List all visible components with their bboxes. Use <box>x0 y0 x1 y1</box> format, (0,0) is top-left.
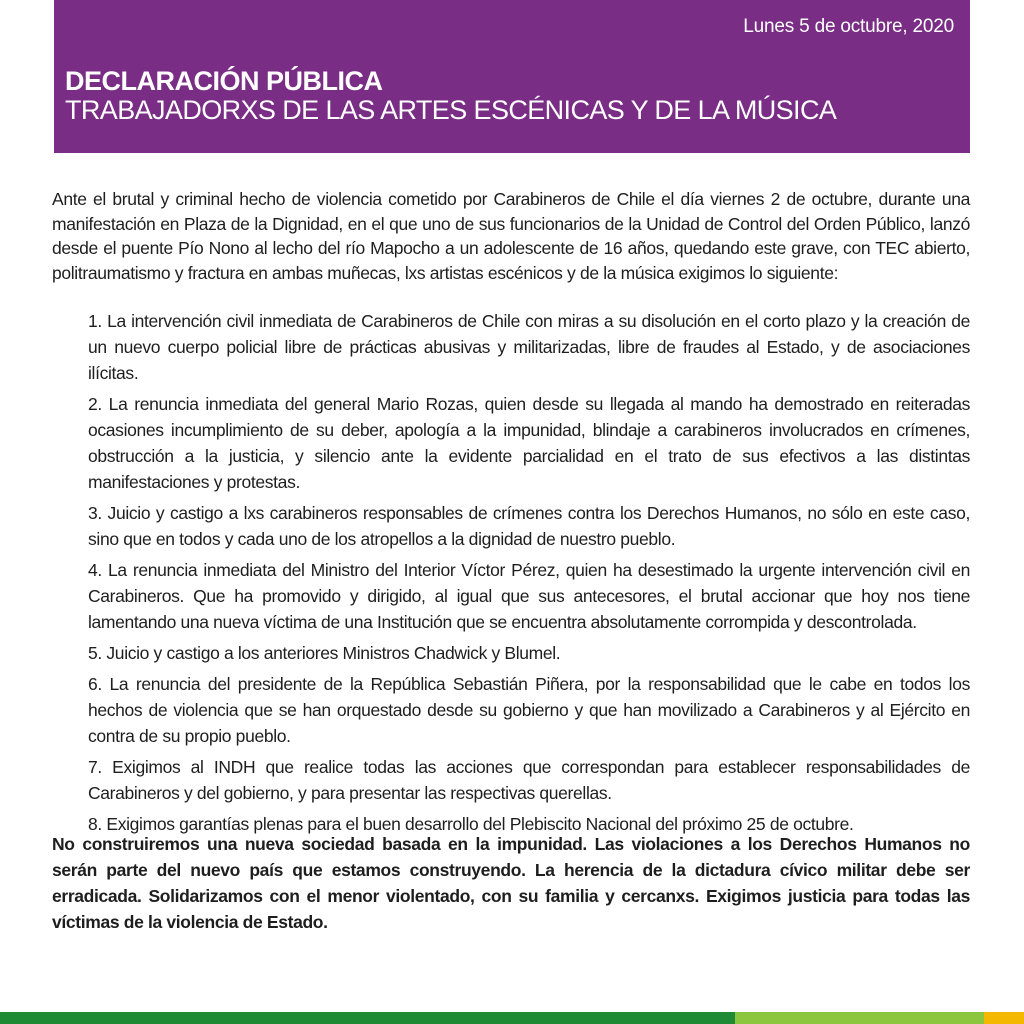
header-banner <box>54 0 970 153</box>
demand-item-3: 3. Juicio y castigo a lxs carabineros responsables de crímenes contra los Derechos Humanos, no sólo en este caso, sino que en todos y cada uno de los atropellos a la dignidad de nuestro pueblo. <box>88 503 970 549</box>
footer-segment-light-green <box>735 1012 984 1024</box>
demands-list <box>88 308 970 842</box>
demand-item-7: 7. Exigimos al INDH que realice todas las acciones que correspondan para establecer responsabilidades de Carabineros y del gobierno, y para presentar las respectivas querellas. <box>88 757 970 803</box>
document-subtitle: TRABAJADORXS DE LAS ARTES ESCÉNICAS Y DE LA MÚSICA <box>65 95 837 125</box>
footer-segment-dark-green <box>0 1012 735 1024</box>
footer-segment-yellow <box>984 1012 1024 1024</box>
demand-item-2: 2. La renuncia inmediata del general Mario Rozas, quien desde su llegada al mando ha demostrado en reiteradas ocasiones incumplimiento de su deber, apología a la impunidad, blindaje a carabineros involucrados en crímenes, obstrucción a la justicia, y silencio ante la evidente parcialidad en el trato de sus efectivos a las distintas manifestaciones y protestas. <box>88 394 970 492</box>
demand-item-6: 6. La renuncia del presidente de la República Sebastián Piñera, por la responsabilidad que le cabe en todos los hechos de violencia que se han orquestado desde su gobierno y que han movilizado a Carabineros y al Ejército en contra de su propio pueblo. <box>88 674 970 746</box>
date-label: Lunes 5 de octubre, 2020 <box>743 16 954 37</box>
closing-statement: No construiremos una nueva sociedad basada en la impunidad. Las violaciones a los Derechos Humanos no serán parte del nuevo país que estamos construyendo. La herencia de la dictadura cívico militar debe ser erradicada. Solidarizamos con el menor violentado, con su familia y cercanxs. Exigimos justicia para todas las víctimas de la violencia de Estado. <box>52 834 970 932</box>
document-title: DECLARACIÓN PÚBLICA <box>65 66 383 96</box>
footer-color-bar <box>0 1012 1024 1024</box>
demand-item-5: 5. Juicio y castigo a los anteriores Ministros Chadwick y Blumel. <box>88 643 561 663</box>
demand-item-1: 1. La intervención civil inmediata de Carabineros de Chile con miras a su disolución en el corto plazo y la creación de un nuevo cuerpo policial libre de prácticas abusivas y militarizadas, libre de fraudes al Estado, y de asociaciones ilícitas. <box>88 311 970 383</box>
demand-item-4: 4. La renuncia inmediata del Ministro del Interior Víctor Pérez, quien ha desestimado la urgente intervención civil en Carabineros. Que ha promovido y dirigido, al igual que sus antecesores, el brutal accionar que hoy nos tiene lamentando una nueva víctima de una Institución que se encuentra absolutamente corrompida y descontrolada. <box>88 560 970 632</box>
intro-paragraph: Ante el brutal y criminal hecho de violencia cometido por Carabineros de Chile el día viernes 2 de octubre, durante una manifestación en Plaza de la Dignidad, en el que uno de sus funcionarios de la Unidad de Control del Orden Público, lanzó desde el puente Pío Nono al lecho del río Mapocho a un adolescente de 16 años, quedando este grave, con TEC abierto, politraumatismo y fractura en ambas muñecas, lxs artistas escénicos y de la música exigimos lo siguiente: <box>52 189 970 283</box>
demand-item-8: 8. Exigimos garantías plenas para el buen desarrollo del Plebiscito Nacional del próximo 25 de octubre. <box>88 814 854 834</box>
